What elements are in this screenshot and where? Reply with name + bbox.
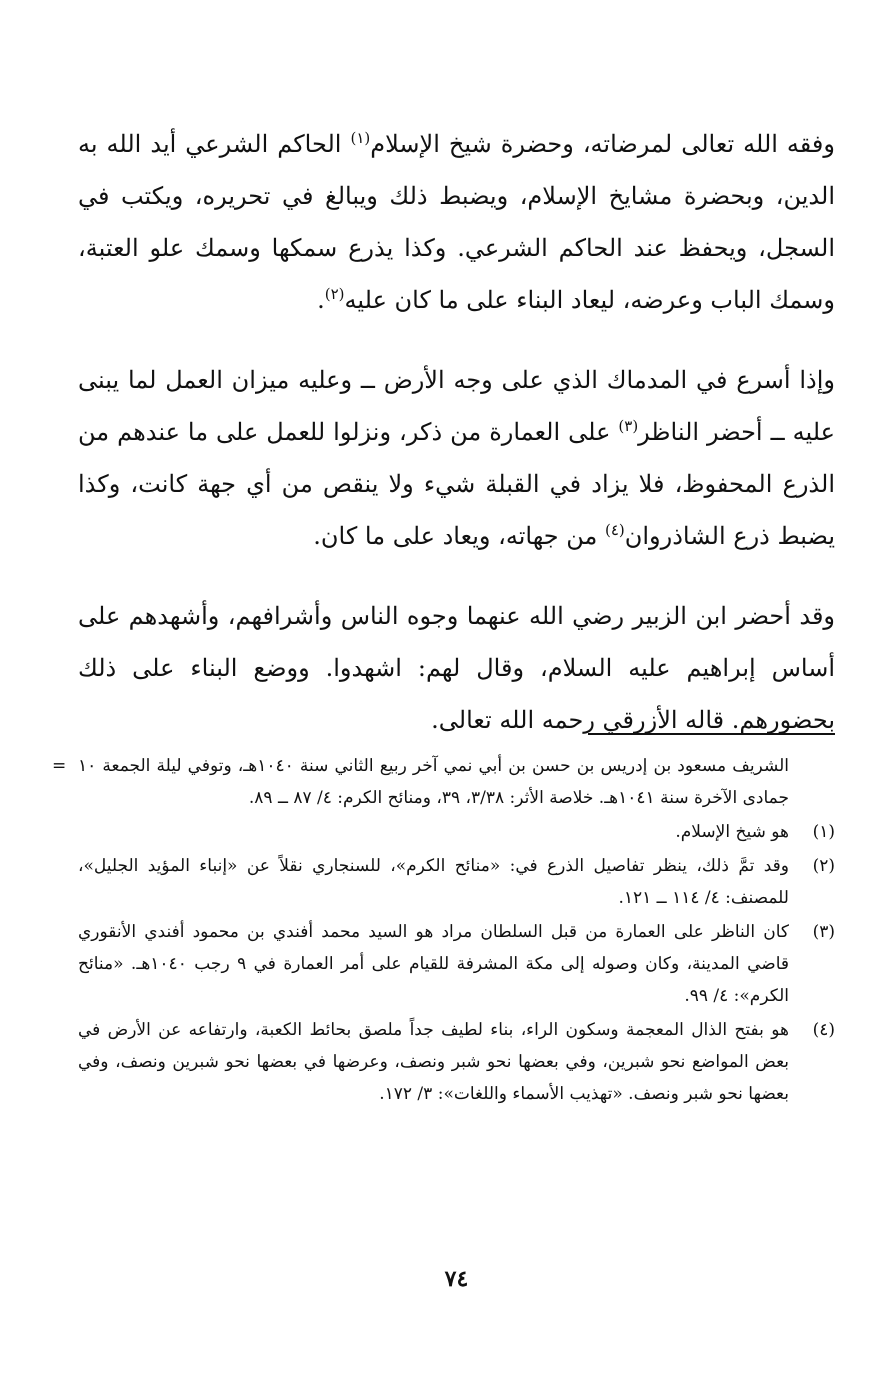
footnote-number: (٢) — [812, 856, 835, 876]
footnote-separator — [588, 733, 835, 735]
footnotes-section — [52, 750, 835, 1112]
footnote-2 — [78, 850, 835, 914]
paragraph-text: وفقه الله تعالى لمرضاته، وحضرة شيخ الإسلام — [370, 130, 835, 158]
footnote-ref-2[interactable]: (٢) — [324, 285, 345, 303]
paragraph-text: على العمارة من ذكر، ونزلوا للعمل على ما عندهم من الذرع المحفوظ، فلا يزاد في القبلة شيء ولا ينقص من أي جهة كانت، وكذا يضبط ذرع الشاذروان — [78, 418, 835, 550]
paragraph-text: . — [317, 286, 325, 314]
continuation-mark: = — [52, 756, 67, 776]
footnote-text: هو شيخ الإسلام. — [675, 822, 789, 842]
footnote-ref-1[interactable]: (١) — [350, 129, 371, 147]
footnote-3 — [78, 916, 835, 1012]
footnote-1 — [78, 816, 835, 848]
paragraph-text: من جهاته، ويعاد على ما كان. — [313, 522, 605, 550]
body-paragraph-2 — [78, 354, 835, 562]
main-text — [78, 118, 835, 746]
paragraph-text: الحاكم الشرعي أيد الله به الدين، وبحضرة مشايخ الإسلام، ويضبط ذلك ويبالغ في تحريره، ويكتب في السجل، ويحفظ عند الحاكم الشرعي. وكذا يذرع سمكها وسمك علو العتبة، وسمك الباب وعرضه، ليعاد البناء على ما كان عليه — [78, 130, 835, 314]
paragraph-text: وقد أحضر ابن الزبير رضي الله عنهما وجوه الناس وأشرافهم، وأشهدهم على أساس إبراهيم عليه السلام، وقال لهم: اشهدوا. ووضع البناء على ذلك بحضورهم. قاله الأزرقي رحمه الله تعالى. — [78, 602, 835, 734]
footnote-ref-4[interactable]: (٤) — [604, 521, 625, 539]
footnote-number: (٣) — [812, 922, 835, 942]
footnote-text: هو بفتح الذال المعجمة وسكون الراء، بناء لطيف جداً ملصق بحائط الكعبة، وارتفاعه عن الأرض في بعض المواضع نحو شبرين، وفي بعضها نحو شبر ونصف، وعرضها في بعضها نحو شبرين ونصف، وفي بعضها نحو شبر ونصف. «تهذيب الأسماء واللغات»: ٣/ ١٧٢. — [78, 1020, 789, 1104]
footnote-text: كان الناظر على العمارة من قبل السلطان مراد هو السيد محمد أفندي بن محمود أفندي الأنقوري قاضي المدينة، وكان وصوله إلى مكة المشرفة للقيام على أمر العمارة في ٩ رجب ١٠٤٠هـ. «منائح الكرم»: ٤/ ٩٩. — [78, 922, 790, 1006]
footnote-continuation — [52, 750, 835, 814]
body-paragraph-1 — [78, 118, 835, 326]
book-page — [52, 118, 836, 1338]
paragraph-text: وإذا أسرع في المدماك الذي على وجه الأرض ــ وعليه ميزان العمل لما يبنى عليه ــ أحضر الناظر — [78, 366, 836, 446]
body-paragraph-3 — [78, 590, 835, 746]
footnote-text: وقد تمَّ ذلك، ينظر تفاصيل الذرع في: «منائح الكرم»، للسنجاري نقلاً عن «إنباء المؤيد الجليل»، للمصنف: ٤/ ١١٤ ــ ١٢١. — [78, 856, 789, 908]
footnote-number: (٤) — [812, 1020, 835, 1040]
page-number: ٧٤ — [444, 1266, 469, 1292]
footnote-text: الشريف مسعود بن إدريس بن حسن بن أبي نمي آخر ربيع الثاني سنة ١٠٤٠هـ، وتوفي ليلة الجمعة ١٠ جمادى الآخرة سنة ١٠٤١هـ. خلاصة الأثر: ٣/٣٨، ٣٩، ومنائح الكرم: ٤/ ٨٧ ــ ٨٩. — [78, 756, 790, 808]
footnote-4 — [78, 1014, 835, 1110]
footnote-number: (١) — [812, 822, 835, 842]
footnote-ref-3[interactable]: (٣) — [618, 417, 639, 435]
